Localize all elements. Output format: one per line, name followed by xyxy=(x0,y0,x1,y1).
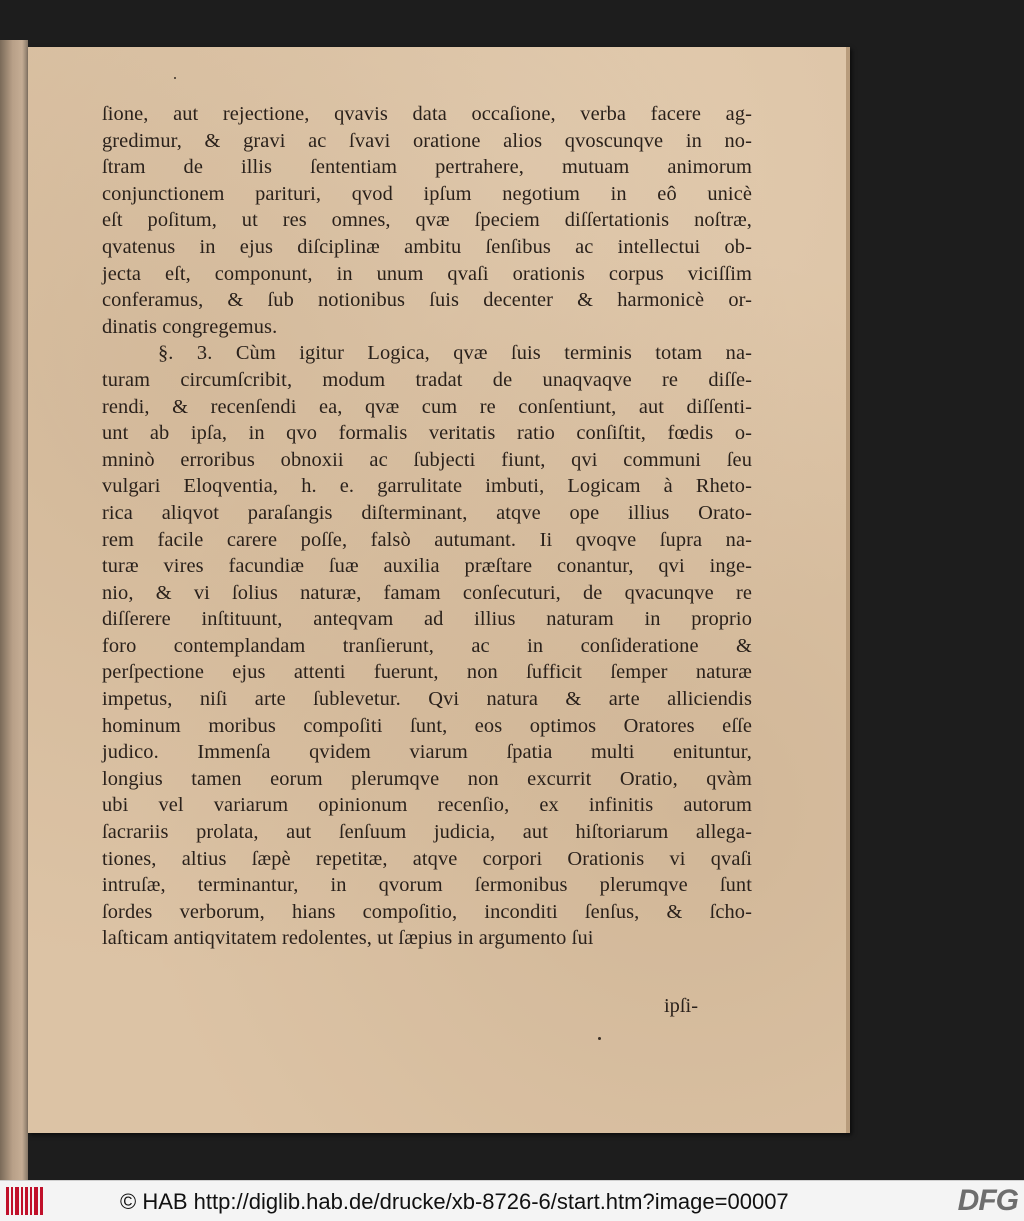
text-line: dinatis congregemus. xyxy=(102,315,278,338)
text-line: judico. Immenſa qvidem viarum ſpatia multi enituntur, xyxy=(102,741,752,764)
text-line: intruſæ, terminantur, in qvorum ſermonibus plerumqve ſunt xyxy=(102,874,752,897)
text-line: ſtram de illis ſententiam pertrahere, mutuam animorum xyxy=(102,156,752,179)
facing-page-edge xyxy=(0,40,28,1180)
text-line: jecta eſt, componunt, in unum qvaſi orationis corpus viciſſim xyxy=(102,262,752,285)
text-line: rica aliqvot paraſangis diſterminant, atqve ope illius Orato- xyxy=(102,501,752,524)
text-line: laſticam antiqvitatem redolentes, ut ſæpius in argumento ſui xyxy=(102,927,594,950)
text-line: rendi, & recenſendi ea, qvæ cum re conſentiunt, aut diſſenti- xyxy=(102,395,752,418)
text-line: foro contemplandam tranſierunt, ac in conſideratione & xyxy=(102,634,752,657)
text-line: §. 3. Cùm igitur Logica, qvæ ſuis terminis totam na- xyxy=(158,342,752,365)
text-line: diſſerere inſtituunt, anteqvam ad illius naturam in proprio xyxy=(102,608,752,631)
text-line: turæ vires facundiæ ſuæ auxilia præſtare conantur, qvi inge- xyxy=(102,555,752,578)
dfg-logo[interactable]: DFG xyxy=(957,1184,1018,1217)
text-line: conferamus, & ſub notionibus ſuis decenter & harmonicè or- xyxy=(102,289,752,312)
source-url-link[interactable]: © HAB http://diglib.hab.de/drucke/xb-8726-6/start.htm?image=00007 xyxy=(120,1189,789,1214)
text-line: nio, & vi ſolius naturæ, famam conſecuturi, de qvacunqve re xyxy=(102,581,752,604)
text-line: rem facile carere poſſe, falsò autumant. Ii qvoqve ſupra na- xyxy=(102,528,752,551)
footer-bar xyxy=(0,1180,1024,1221)
text-line: tiones, altius ſæpè repetitæ, atqve corpori Orationis vi qvaſi xyxy=(102,847,752,870)
text-line: impetus, niſi arte ſublevetur. Qvi natura & arte alliciendis xyxy=(102,688,752,711)
text-line: longius tamen eorum plerumqve non excurrit Oratio, qvàm xyxy=(102,767,752,790)
scanned-page xyxy=(28,47,850,1133)
catchword: ipſi- xyxy=(664,995,698,1017)
text-line: hominum moribus compoſiti ſunt, eos optimos Oratores eſſe xyxy=(102,714,752,737)
text-line: qvatenus in ejus diſciplinæ ambitu ſenſibus ac intellectui ob- xyxy=(102,235,752,258)
text-line: ſione, aut rejectione, qvavis data occaſione, verba facere ag- xyxy=(102,103,752,125)
ink-speck xyxy=(174,77,176,79)
hab-barcode-icon[interactable] xyxy=(6,1187,46,1215)
text-line: ſacrariis prolata, aut ſenſuum judicia, aut hiſtoriarum allega- xyxy=(102,821,752,844)
text-line: perſpectione ejus attenti fuerunt, non ſufficit ſemper naturæ xyxy=(102,661,752,684)
text-line: gredimur, & gravi ac ſvavi oratione alios qvoscunqve in no- xyxy=(102,129,752,152)
text-line: mninò erroribus obnoxii ac ſubjecti fiunt, qvi communi ſeu xyxy=(102,448,752,471)
text-line: eſt poſitum, ut res omnes, qvæ ſpeciem diſſertationis noſtræ, xyxy=(102,209,752,232)
text-line: vulgari Eloqventia, h. e. garrulitate imbuti, Logicam à Rheto- xyxy=(102,475,752,498)
text-line: ubi vel variarum opinionum recenſio, ex infinitis autorum xyxy=(102,794,752,817)
text-line: conjunctionem parituri, qvod ipſum negotium in eô unicè xyxy=(102,182,752,205)
ink-speck xyxy=(598,1037,601,1040)
page-text xyxy=(102,101,752,952)
text-line: unt ab ipſa, in qvo formalis veritatis ratio conſiſtit, fœdis o- xyxy=(102,422,752,445)
text-line: turam circumſcribit, modum tradat de unaqvaqve re diſſe- xyxy=(102,368,752,391)
text-line: ſordes verborum, hians compoſitio, inconditi ſenſus, & ſcho- xyxy=(102,900,752,923)
